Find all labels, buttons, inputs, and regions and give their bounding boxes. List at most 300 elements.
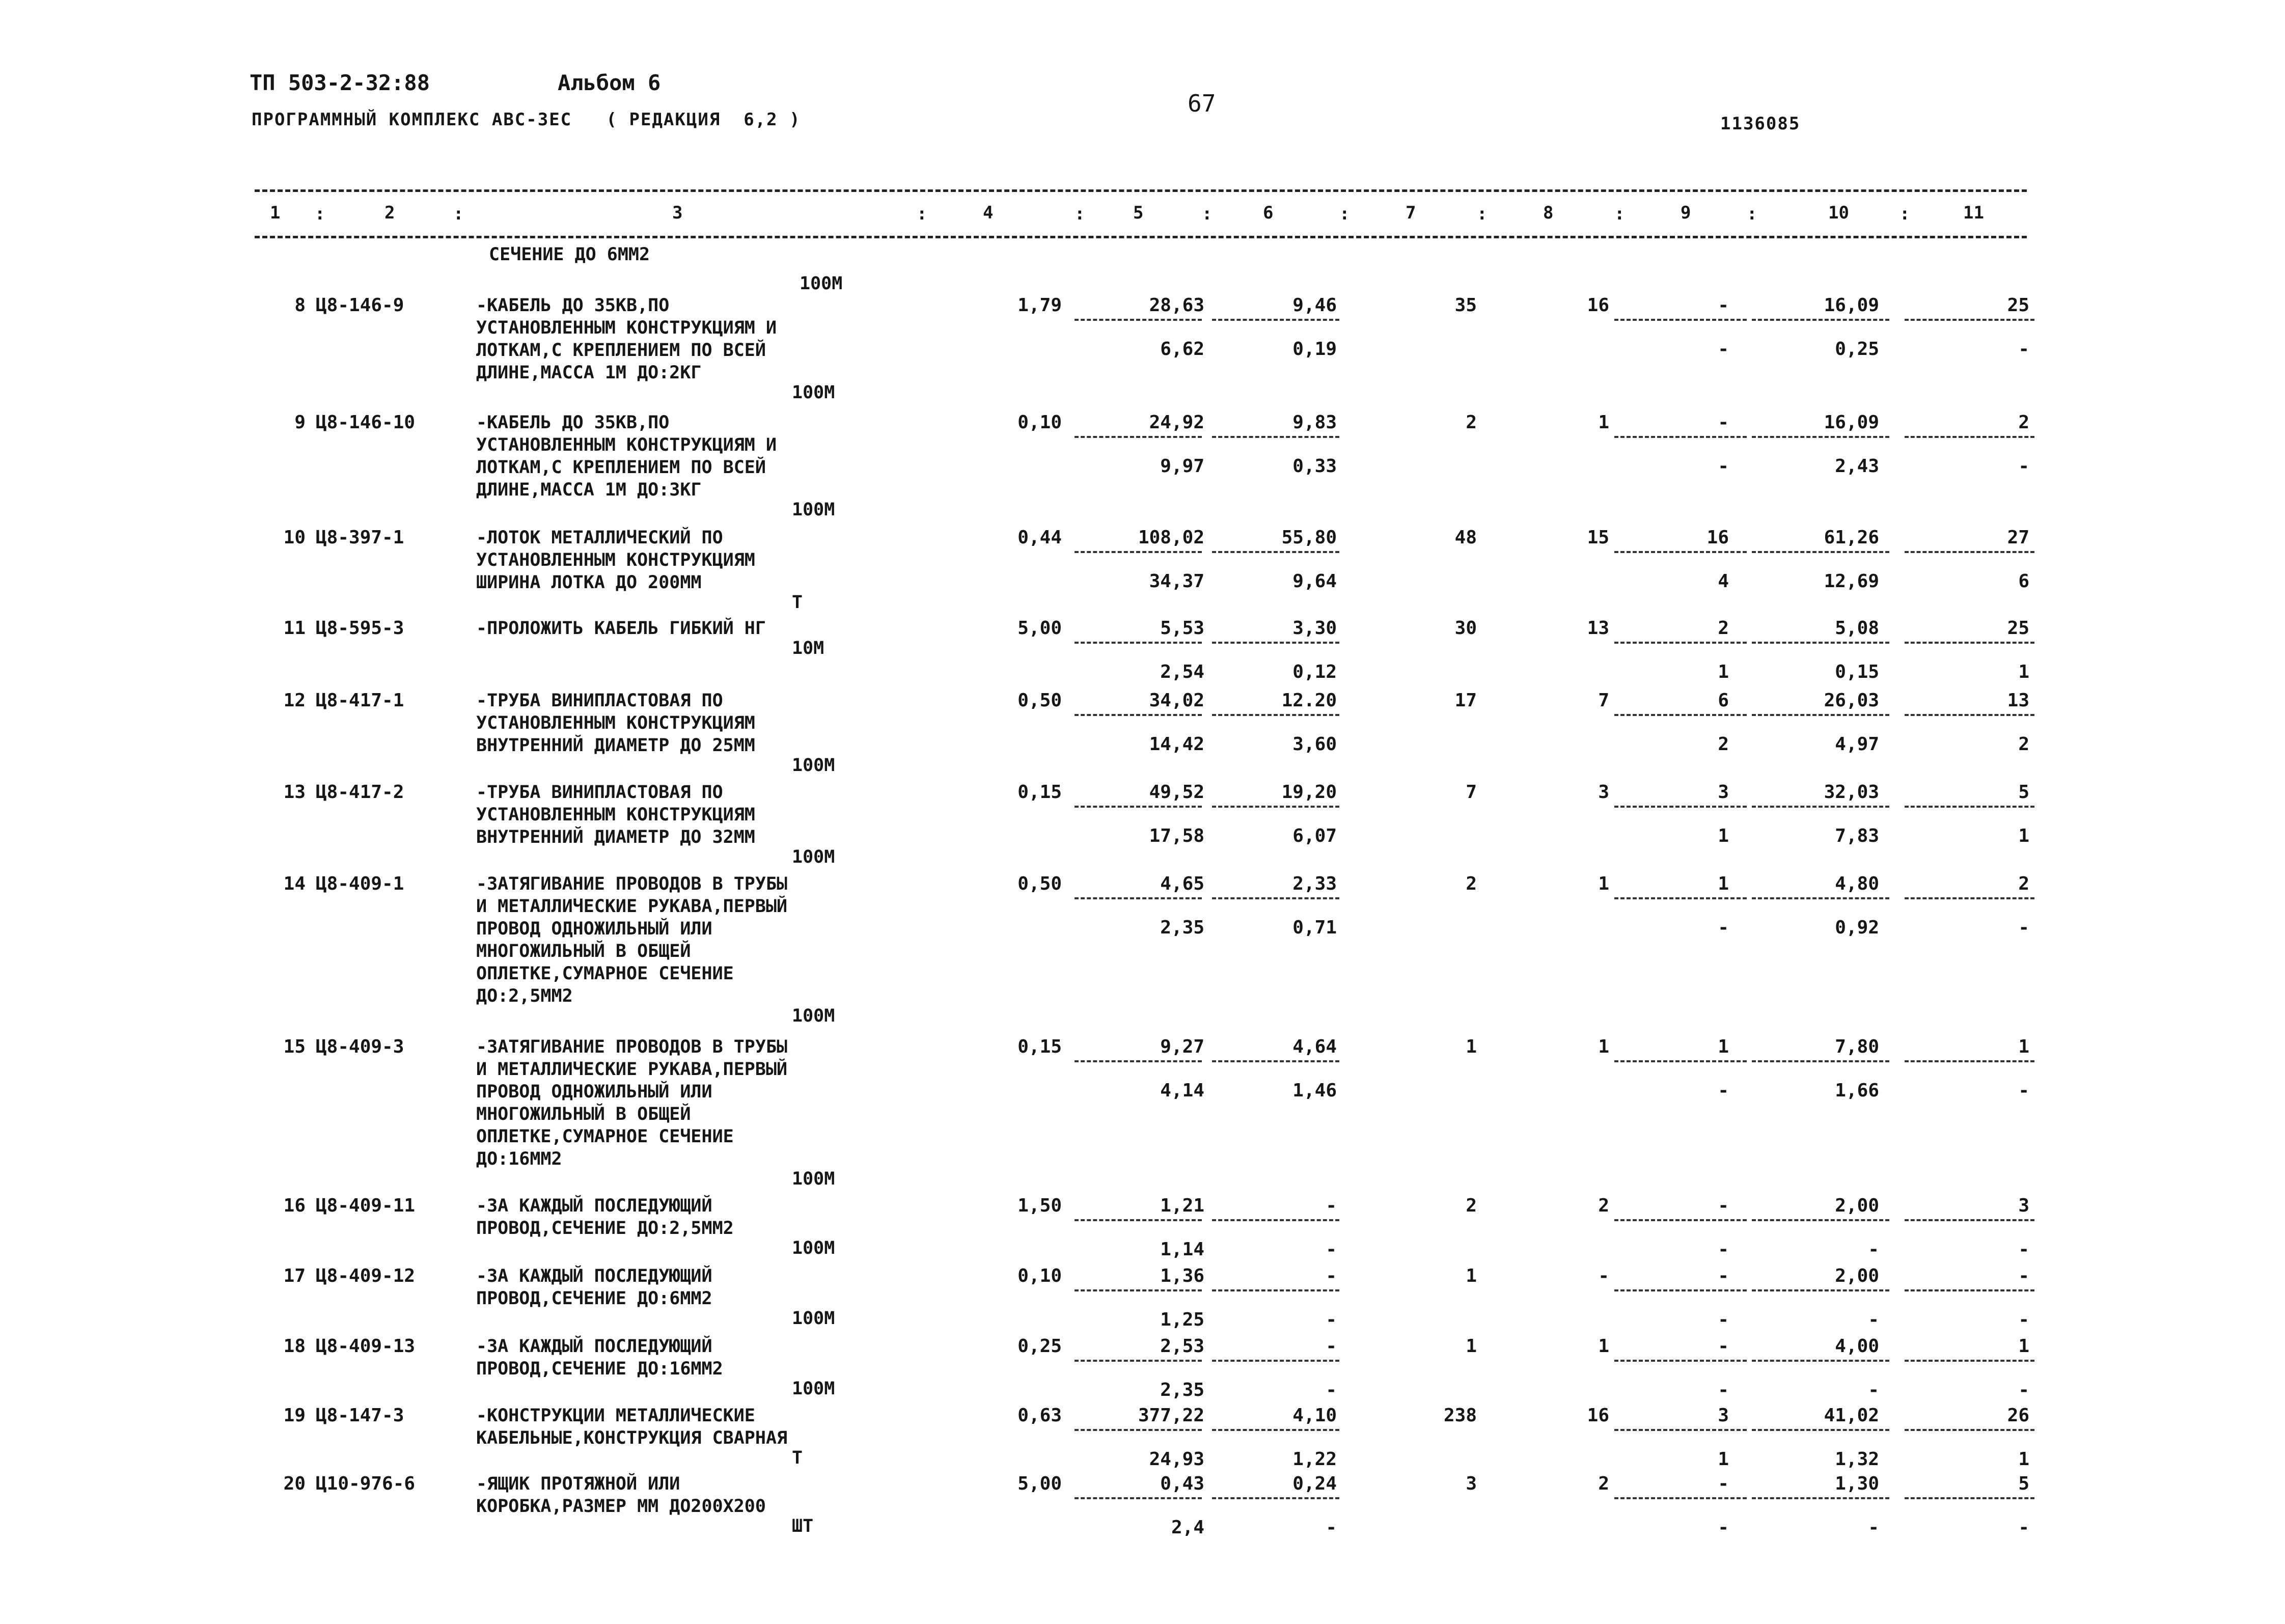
subvalue-col5: 1,25 [1160, 1309, 1204, 1330]
value-col4: 5,00 [1017, 618, 1062, 639]
value-col6: 19,20 [1281, 782, 1337, 803]
table-header-rule [255, 236, 2027, 238]
value-col4: 0,50 [1017, 873, 1062, 894]
subtotal-rule [1212, 436, 1339, 438]
subtotal-rule [1075, 714, 1202, 716]
column-separator: : [1477, 204, 1488, 224]
row-unit: Т [792, 1448, 803, 1468]
subvalue-col11: 2 [2018, 734, 2029, 755]
subtotal-rule [1752, 642, 1889, 644]
row-unit: 100М [792, 500, 835, 520]
subtotal-rule [1212, 714, 1339, 716]
subvalue-col11: 1 [2018, 662, 2029, 682]
subvalue-col6: - [1326, 1380, 1337, 1400]
value-col5: 49,52 [1149, 782, 1204, 803]
value-col10: 4,00 [1835, 1336, 1879, 1357]
subtotal-rule [1614, 436, 1747, 438]
value-col8: 16 [1587, 1405, 1609, 1426]
subtotal-rule [1212, 1289, 1339, 1291]
subtotal-rule [1614, 897, 1747, 899]
value-col8: 1 [1598, 1336, 1609, 1357]
row-number: 13 [283, 782, 306, 803]
subtotal-rule [1752, 1289, 1889, 1291]
value-col10: 2,00 [1835, 1265, 1879, 1286]
row-code: Ц8-409-13 [316, 1336, 416, 1357]
row-description: -КОНСТРУКЦИИ МЕТАЛЛИЧЕСКИЕ КАБЕЛЬНЫЕ,КОНСТРУКЦИЯ СВАРНАЯ [476, 1406, 788, 1448]
subtotal-rule [1212, 1060, 1339, 1062]
subvalue-col5: 17,58 [1149, 825, 1204, 846]
subtotal-rule [1752, 1219, 1889, 1221]
column-separator: : [1899, 204, 1910, 224]
row-description: -ЛОТОК МЕТАЛЛИЧЕСКИЙ ПО УСТАНОВЛЕННЫМ КОНСТРУКЦИЯМ ШИРИНА ЛОТКА ДО 200ММ [476, 528, 755, 593]
subvalue-col5: 14,42 [1149, 734, 1204, 755]
value-col5: 24,92 [1149, 412, 1204, 433]
subtotal-rule [1212, 642, 1339, 644]
subvalue-col11: - [2018, 1239, 2029, 1260]
column-separator: : [315, 204, 325, 224]
row-number: 17 [283, 1265, 306, 1286]
value-col4: 0,15 [1017, 782, 1062, 803]
value-col10: 5,08 [1835, 618, 1879, 639]
value-col10: 1,30 [1835, 1473, 1879, 1494]
row-number: 14 [283, 873, 306, 894]
subtotal-rule [1752, 806, 1889, 808]
subvalue-col9: 1 [1718, 662, 1729, 682]
value-col6: 55,80 [1281, 527, 1337, 548]
doc-code: ТП 503-2-32:88 [250, 70, 430, 95]
value-col5: 5,53 [1160, 618, 1204, 639]
subvalue-col11: - [2018, 456, 2029, 477]
value-col5: 28,63 [1149, 295, 1204, 316]
subvalue-col5: 2,54 [1160, 662, 1204, 682]
value-col7: 30 [1454, 618, 1477, 639]
value-col11: 25 [2007, 295, 2029, 316]
subtotal-rule [1752, 551, 1889, 553]
value-col8: 1 [1598, 412, 1609, 433]
value-col6: 4,10 [1292, 1405, 1337, 1426]
subtotal-rule [1075, 897, 1202, 899]
document-number: 1136085 [1720, 114, 1801, 134]
value-col9: - [1718, 1336, 1729, 1357]
row-number: 12 [283, 690, 306, 711]
value-col6: - [1326, 1195, 1337, 1216]
value-col7: 17 [1454, 690, 1477, 711]
subtotal-rule [1212, 1219, 1339, 1221]
value-col8: 15 [1587, 527, 1609, 548]
row-unit: 100М [792, 1379, 835, 1399]
column-header-10: 10 [1828, 203, 1849, 223]
value-col5: 0,43 [1160, 1473, 1204, 1494]
subvalue-col11: - [2018, 917, 2029, 938]
row-unit: ШТ [792, 1516, 814, 1536]
subtotal-rule [1075, 642, 1202, 644]
value-col9: - [1718, 412, 1729, 433]
row-number: 20 [283, 1473, 306, 1494]
column-separator: : [1339, 204, 1350, 224]
value-col10: 26,03 [1824, 690, 1879, 711]
value-col11: 27 [2007, 527, 2029, 548]
row-unit: Т [792, 592, 803, 613]
subvalue-col6: 9,64 [1292, 571, 1337, 592]
value-col9: - [1718, 1195, 1729, 1216]
row-code: Ц10-976-6 [316, 1473, 416, 1494]
value-col9: 6 [1718, 690, 1729, 711]
row-code: Ц8-595-3 [316, 618, 404, 639]
value-col8: 2 [1598, 1473, 1609, 1494]
value-col7: 2 [1466, 412, 1477, 433]
subvalue-col10: - [1868, 1380, 1879, 1400]
subtotal-rule [1212, 1497, 1339, 1499]
value-col11: 25 [2007, 618, 2029, 639]
value-col7: 3 [1466, 1473, 1477, 1494]
value-col8: - [1598, 1265, 1609, 1286]
row-description: -ЗА КАЖДЫЙ ПОСЛЕДУЮЩИЙ ПРОВОД,СЕЧЕНИЕ ДО:2,5ММ2 [476, 1196, 734, 1238]
row-number: 8 [294, 295, 306, 316]
subtotal-rule [1905, 319, 2034, 321]
subtotal-rule [1212, 1360, 1339, 1362]
subtotal-rule [1614, 714, 1747, 716]
value-col7: 7 [1466, 782, 1477, 803]
column-separator: : [1202, 204, 1213, 224]
value-col5: 9,27 [1160, 1036, 1204, 1057]
subtotal-rule [1752, 319, 1889, 321]
row-unit: 10М [792, 638, 824, 658]
subtotal-rule [1075, 551, 1202, 553]
subtotal-rule [1905, 806, 2034, 808]
row-code: Ц8-409-11 [316, 1195, 416, 1216]
subvalue-col11: - [2018, 1517, 2029, 1538]
value-col11: 5 [2018, 782, 2029, 803]
value-col9: - [1718, 1473, 1729, 1494]
subtotal-rule [1614, 1360, 1747, 1362]
subvalue-col10: - [1868, 1517, 1879, 1538]
value-col4: 5,00 [1017, 1473, 1062, 1494]
subvalue-col9: - [1718, 1080, 1729, 1101]
program-title: ПРОГРАММНЫЙ КОМПЛЕКС АВС-ЗЕС ( РЕДАКЦИЯ 6,2 ) [252, 109, 801, 130]
row-unit: 100М [792, 1238, 835, 1258]
column-header-2: 2 [384, 203, 395, 223]
subvalue-col5: 6,62 [1160, 339, 1204, 360]
subvalue-col6: 3,60 [1292, 734, 1337, 755]
value-col8: 1 [1598, 873, 1609, 894]
subtotal-rule [1905, 642, 2034, 644]
value-col4: 0,15 [1017, 1036, 1062, 1057]
subvalue-col6: 0,12 [1292, 662, 1337, 682]
subvalue-col11: 1 [2018, 1449, 2029, 1470]
value-col8: 7 [1598, 690, 1609, 711]
value-col10: 32,03 [1824, 782, 1879, 803]
subtotal-rule [1614, 551, 1747, 553]
subvalue-col6: 1,46 [1292, 1080, 1337, 1101]
value-col11: 3 [2018, 1195, 2029, 1216]
row-code: Ц8-417-2 [316, 782, 404, 803]
subtotal-rule [1905, 897, 2034, 899]
value-col11: 1 [2018, 1336, 2029, 1357]
value-col10: 4,80 [1835, 873, 1879, 894]
row-code: Ц8-147-3 [316, 1405, 404, 1426]
subvalue-col6: 0,33 [1292, 456, 1337, 477]
row-code: Ц8-417-1 [316, 690, 404, 711]
subtotal-rule [1212, 1429, 1339, 1431]
row-description: -ЗА КАЖДЫЙ ПОСЛЕДУЮЩИЙ ПРОВОД,СЕЧЕНИЕ ДО:6ММ2 [476, 1266, 712, 1309]
subvalue-col10: 0,92 [1835, 917, 1879, 938]
value-col8: 1 [1598, 1036, 1609, 1057]
subtotal-rule [1075, 1060, 1202, 1062]
subtotal-rule [1075, 1429, 1202, 1431]
subvalue-col10: 2,43 [1835, 456, 1879, 477]
value-col11: 13 [2007, 690, 2029, 711]
subtotal-rule [1614, 642, 1747, 644]
column-header-1: 1 [270, 203, 281, 223]
value-col8: 2 [1598, 1195, 1609, 1216]
value-col7: 1 [1466, 1036, 1477, 1057]
row-code: Ц8-409-1 [316, 873, 404, 894]
column-separator: : [917, 204, 927, 224]
value-col6: 0,24 [1292, 1473, 1337, 1494]
row-number: 19 [283, 1405, 306, 1426]
subvalue-col9: - [1718, 339, 1729, 360]
column-header-8: 8 [1543, 203, 1554, 223]
row-number: 11 [283, 618, 306, 639]
value-col6: 12.20 [1281, 690, 1337, 711]
subvalue-col5: 2,35 [1160, 917, 1204, 938]
row-description: -КАБЕЛЬ ДО 35КВ,ПО УСТАНОВЛЕННЫМ КОНСТРУКЦИЯМ И ЛОТКАМ,С КРЕПЛЕНИЕМ ПО ВСЕЙ ДЛИНЕ,МАССА 1М ДО:2КГ [476, 295, 777, 383]
subvalue-col6: - [1326, 1239, 1337, 1260]
column-header-4: 4 [983, 203, 994, 223]
value-col7: 238 [1443, 1405, 1477, 1426]
subvalue-col9: - [1718, 1309, 1729, 1330]
row-description: -ТРУБА ВИНИПЛАСТОВАЯ ПО УСТАНОВЛЕННЫМ КОНСТРУКЦИЯМ ВНУТРЕННИЙ ДИАМЕТР ДО 25ММ [476, 691, 755, 756]
subvalue-col10: 7,83 [1835, 825, 1879, 846]
subvalue-col11: 1 [2018, 825, 2029, 846]
value-col9: 1 [1718, 1036, 1729, 1057]
subtotal-rule [1905, 551, 2034, 553]
value-col5: 1,36 [1160, 1265, 1204, 1286]
album-label: Альбом 6 [558, 70, 661, 95]
subvalue-col5: 1,14 [1160, 1239, 1204, 1260]
subvalue-col10: 0,25 [1835, 339, 1879, 360]
subtotal-rule [1075, 806, 1202, 808]
subvalue-col11: - [2018, 1309, 2029, 1330]
value-col11: 26 [2007, 1405, 2029, 1426]
subvalue-col10: 12,69 [1824, 571, 1879, 592]
value-col7: 2 [1466, 1195, 1477, 1216]
value-col6: 9,83 [1292, 412, 1337, 433]
subvalue-col5: 9,97 [1160, 456, 1204, 477]
subvalue-col9: - [1718, 1239, 1729, 1260]
row-unit: 100М [792, 1308, 835, 1329]
row-description: -ЗАТЯГИВАНИЕ ПРОВОДОВ В ТРУБЫ И МЕТАЛЛИЧЕСКИЕ РУКАВА,ПЕРВЫЙ ПРОВОД ОДНОЖИЛЬНЫЙ ИЛИ МНОГОЖИЛЬНЫЙ В ОБЩЕЙ ОПЛЕТКЕ,СУМАРНОЕ СЕЧЕНИЕ ДО:16ММ2 [476, 1037, 788, 1169]
subtotal-rule [1905, 436, 2034, 438]
subvalue-col5: 24,93 [1149, 1449, 1204, 1470]
row-description: -КАБЕЛЬ ДО 35КВ,ПО УСТАНОВЛЕННЫМ КОНСТРУКЦИЯМ И ЛОТКАМ,С КРЕПЛЕНИЕМ ПО ВСЕЙ ДЛИНЕ,МАССА 1М ДО:3КГ [476, 412, 777, 500]
subvalue-col9: - [1718, 1380, 1729, 1400]
value-col11: 5 [2018, 1473, 2029, 1494]
row-code: Ц8-409-3 [316, 1036, 404, 1057]
column-separator: : [453, 204, 464, 224]
column-header-3: 3 [672, 203, 683, 223]
subtotal-rule [1752, 436, 1889, 438]
value-col10: 16,09 [1824, 412, 1879, 433]
subvalue-col9: 4 [1718, 571, 1729, 592]
value-col10: 61,26 [1824, 527, 1879, 548]
row-code: Ц8-146-10 [316, 412, 416, 433]
subvalue-col11: - [2018, 1380, 2029, 1400]
row-description: -ТРУБА ВИНИПЛАСТОВАЯ ПО УСТАНОВЛЕННЫМ КОНСТРУКЦИЯМ ВНУТРЕННИЙ ДИАМЕТР ДО 32ММ [476, 782, 755, 847]
subtotal-rule [1212, 806, 1339, 808]
value-col7: 35 [1454, 295, 1477, 316]
subtotal-rule [1752, 1429, 1889, 1431]
subvalue-col6: 0,71 [1292, 917, 1337, 938]
value-col6: 4,64 [1292, 1036, 1337, 1057]
value-col5: 34,02 [1149, 690, 1204, 711]
value-col5: 2,53 [1160, 1336, 1204, 1357]
value-col9: 1 [1718, 873, 1729, 894]
subtotal-rule [1905, 1289, 2034, 1291]
row-description: -ПРОЛОЖИТЬ КАБЕЛЬ ГИБКИЙ НГ [476, 618, 766, 639]
subtotal-rule [1905, 1060, 2034, 1062]
value-col5: 1,21 [1160, 1195, 1204, 1216]
column-separator: : [1747, 204, 1757, 224]
row-unit: 100М [792, 382, 835, 403]
lead-unit: 100М [800, 273, 843, 294]
subvalue-col9: 1 [1718, 825, 1729, 846]
subtotal-rule [1075, 436, 1202, 438]
value-col6: - [1326, 1265, 1337, 1286]
subvalue-col10: 0,15 [1835, 662, 1879, 682]
subtotal-rule [1905, 1497, 2034, 1499]
subvalue-col6: 1,22 [1292, 1449, 1337, 1470]
value-col7: 48 [1454, 527, 1477, 548]
table-top-rule [255, 189, 2027, 192]
row-number: 9 [294, 412, 306, 433]
page-number: 67 [1188, 90, 1216, 117]
value-col7: 1 [1466, 1265, 1477, 1286]
subvalue-col6: 6,07 [1292, 825, 1337, 846]
subvalue-col9: - [1718, 456, 1729, 477]
value-col10: 16,09 [1824, 295, 1879, 316]
row-unit: 100М [792, 847, 835, 867]
subvalue-col6: 0,19 [1292, 339, 1337, 360]
value-col9: 3 [1718, 1405, 1729, 1426]
subvalue-col10: - [1868, 1309, 1879, 1330]
subvalue-col6: - [1326, 1517, 1337, 1538]
subtotal-rule [1212, 551, 1339, 553]
row-number: 10 [283, 527, 306, 548]
value-col10: 41,02 [1824, 1405, 1879, 1426]
subtotal-rule [1752, 714, 1889, 716]
value-col6: - [1326, 1336, 1337, 1357]
column-header-11: 11 [1963, 203, 1984, 223]
value-col6: 3,30 [1292, 618, 1337, 639]
value-col10: 7,80 [1835, 1036, 1879, 1057]
subtotal-rule [1075, 1360, 1202, 1362]
subtotal-rule [1212, 897, 1339, 899]
row-unit: 100М [792, 1169, 835, 1189]
subvalue-col9: - [1718, 1517, 1729, 1538]
row-number: 15 [283, 1036, 306, 1057]
row-number: 18 [283, 1336, 306, 1357]
subtotal-rule [1905, 1360, 2034, 1362]
value-col9: 16 [1706, 527, 1729, 548]
value-col4: 0,44 [1017, 527, 1062, 548]
subtotal-rule [1212, 319, 1339, 321]
value-col8: 16 [1587, 295, 1609, 316]
subtotal-rule [1075, 1497, 1202, 1499]
subvalue-col5: 4,14 [1160, 1080, 1204, 1101]
subvalue-col10: 4,97 [1835, 734, 1879, 755]
value-col9: 3 [1718, 782, 1729, 803]
subvalue-col5: 2,35 [1160, 1380, 1204, 1400]
value-col4: 1,50 [1017, 1195, 1062, 1216]
subtotal-rule [1752, 1497, 1889, 1499]
subtotal-rule [1752, 897, 1889, 899]
value-col4: 0,50 [1017, 690, 1062, 711]
row-code: Ц8-146-9 [316, 295, 404, 316]
value-col7: 1 [1466, 1336, 1477, 1357]
value-col9: 2 [1718, 618, 1729, 639]
value-col7: 2 [1466, 873, 1477, 894]
column-header-9: 9 [1681, 203, 1691, 223]
row-code: Ц8-409-12 [316, 1265, 416, 1286]
lead-desc: СЕЧЕНИЕ ДО 6ММ2 [489, 244, 650, 265]
row-unit: 100М [792, 1006, 835, 1026]
value-col6: 2,33 [1292, 873, 1337, 894]
column-separator: : [1614, 204, 1625, 224]
subvalue-col10: 1,32 [1835, 1449, 1879, 1470]
row-unit: 100М [792, 755, 835, 776]
row-number: 16 [283, 1195, 306, 1216]
subvalue-col5: 34,37 [1149, 571, 1204, 592]
subvalue-col9: - [1718, 917, 1729, 938]
subvalue-col6: - [1326, 1309, 1337, 1330]
subtotal-rule [1614, 1289, 1747, 1291]
value-col9: - [1718, 295, 1729, 316]
row-code: Ц8-397-1 [316, 527, 404, 548]
subvalue-col11: 6 [2018, 571, 2029, 592]
subtotal-rule [1752, 1060, 1889, 1062]
row-description: -ЗА КАЖДЫЙ ПОСЛЕДУЮЩИЙ ПРОВОД,СЕЧЕНИЕ ДО:16ММ2 [476, 1336, 723, 1379]
subvalue-col9: 2 [1718, 734, 1729, 755]
subtotal-rule [1075, 319, 1202, 321]
value-col11: - [2018, 1265, 2029, 1286]
value-col8: 3 [1598, 782, 1609, 803]
subtotal-rule [1905, 1219, 2034, 1221]
column-separator: : [1075, 204, 1085, 224]
subtotal-rule [1905, 714, 2034, 716]
row-description: -ЗАТЯГИВАНИЕ ПРОВОДОВ В ТРУБЫ И МЕТАЛЛИЧЕСКИЕ РУКАВА,ПЕРВЫЙ ПРОВОД ОДНОЖИЛЬНЫЙ ИЛИ МНОГОЖИЛЬНЫЙ В ОБЩЕЙ ОПЛЕТКЕ,СУМАРНОЕ СЕЧЕНИЕ ДО:2,5ММ2 [476, 874, 788, 1006]
subtotal-rule [1752, 1360, 1889, 1362]
subvalue-col5: 2,4 [1171, 1517, 1204, 1538]
value-col4: 0,10 [1017, 412, 1062, 433]
value-col11: 2 [2018, 412, 2029, 433]
value-col11: 1 [2018, 1036, 2029, 1057]
value-col5: 108,02 [1138, 527, 1204, 548]
subvalue-col9: 1 [1718, 1449, 1729, 1470]
value-col4: 0,63 [1017, 1405, 1062, 1426]
value-col9: - [1718, 1265, 1729, 1286]
subtotal-rule [1614, 806, 1747, 808]
column-header-7: 7 [1406, 203, 1416, 223]
column-header-6: 6 [1263, 203, 1274, 223]
subtotal-rule [1905, 1429, 2034, 1431]
value-col11: 2 [2018, 873, 2029, 894]
subtotal-rule [1075, 1219, 1202, 1221]
value-col4: 0,25 [1017, 1336, 1062, 1357]
value-col10: 2,00 [1835, 1195, 1879, 1216]
subtotal-rule [1614, 1429, 1747, 1431]
subtotal-rule [1614, 319, 1747, 321]
